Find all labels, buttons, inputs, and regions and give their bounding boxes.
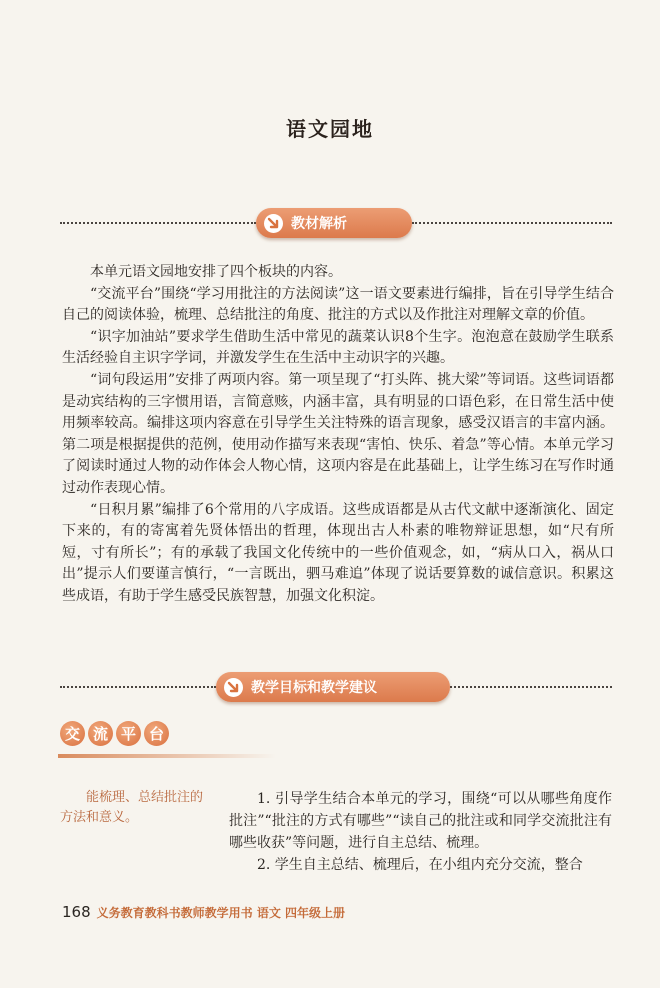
arrow-down-right-icon: [224, 678, 243, 697]
paragraph: “识字加油站”要求学生借助生活中常见的蔬菜认识8个生字。泡泡意在鼓励学生联系生活经验自主识字学词，并激发学生在生活中主动识字的兴趣。: [62, 328, 614, 367]
heading-char: 台: [144, 721, 169, 746]
paragraph: “交流平台”围绕“学习用批注的方法阅读”这一语文要素进行编排，旨在引导学生结合自己的阅读体验，梳理、总结批注的角度、批注的方式以及作批注对理解文章的价值。: [62, 285, 614, 324]
arrow-down-right-icon: [264, 214, 283, 233]
heading-char: 平: [116, 721, 141, 746]
divider-left: [60, 222, 256, 224]
subsection-heading: [60, 721, 169, 746]
divider-right: [412, 222, 612, 224]
analysis-body: [62, 262, 614, 608]
page-title: 语文园地: [286, 117, 374, 141]
book-title: 义务教育教科书教师教学用书 语文 四年级上册: [96, 906, 345, 920]
section-header-goals: [216, 672, 450, 702]
footer: [62, 903, 345, 921]
divider-left: [60, 686, 216, 688]
section-label: 教学目标和教学建议: [251, 680, 377, 696]
list-item: 1. 引导学生结合本单元的学习，围绕“可以从哪些角度作批注”“批注的方式有哪些”“读自己的批注或和同学交流批注有哪些收获”等问题，进行自主总结、梳理。: [229, 791, 612, 851]
suggestion-list: [229, 788, 612, 876]
side-note: [60, 788, 210, 828]
list-item: 2. 学生自主总结、梳理后，在小组内充分交流，整合: [257, 857, 583, 873]
side-note-text: 能梳理、总结批注的方法和意义。: [60, 790, 204, 825]
page-number: 168: [62, 903, 91, 921]
heading-char: 交: [60, 721, 85, 746]
section-header-analysis: [256, 208, 412, 238]
paragraph: “词句段运用”安排了两项内容。第一项呈现了“打头阵、挑大梁”等词语。这些词语都是动宾结构的三字惯用语，言简意赅，内涵丰富，具有明显的口语色彩，在日常生活中使用频率较高。编排这项内容意在引导学生关注特殊的语言现象，感受汉语言的丰富内涵。第二项是根据提供的范例，使用动作描写来表现“害怕、快乐、着急”等心情。本单元学习了阅读时通过人物的动作体会人物心情，这项内容是在此基础上，让学生练习在写作时通过动作表现心情。: [62, 371, 614, 496]
section-label: 教材解析: [291, 216, 347, 232]
paragraph: 本单元语文园地安排了四个板块的内容。: [90, 264, 342, 280]
paragraph: “日积月累”编排了6个常用的八字成语。这些成语都是从古代文献中逐渐演化、固定下来的，有的寄寓着先贤体悟出的哲理，体现出古人朴素的唯物辩证思想，如“尺有所短，寸有所长”；有的承载了我国文化传统中的一些价值观念，如，“病从口入，祸从口出”提示人们要谨言慎行，“一言既出，驷马难追”体现了说话要算数的诚信意识。积累这些成语，有助于学生感受民族智慧，加强文化积淀。: [62, 501, 614, 604]
heading-underline: [58, 754, 276, 758]
divider-right: [450, 686, 612, 688]
heading-char: 流: [88, 721, 113, 746]
